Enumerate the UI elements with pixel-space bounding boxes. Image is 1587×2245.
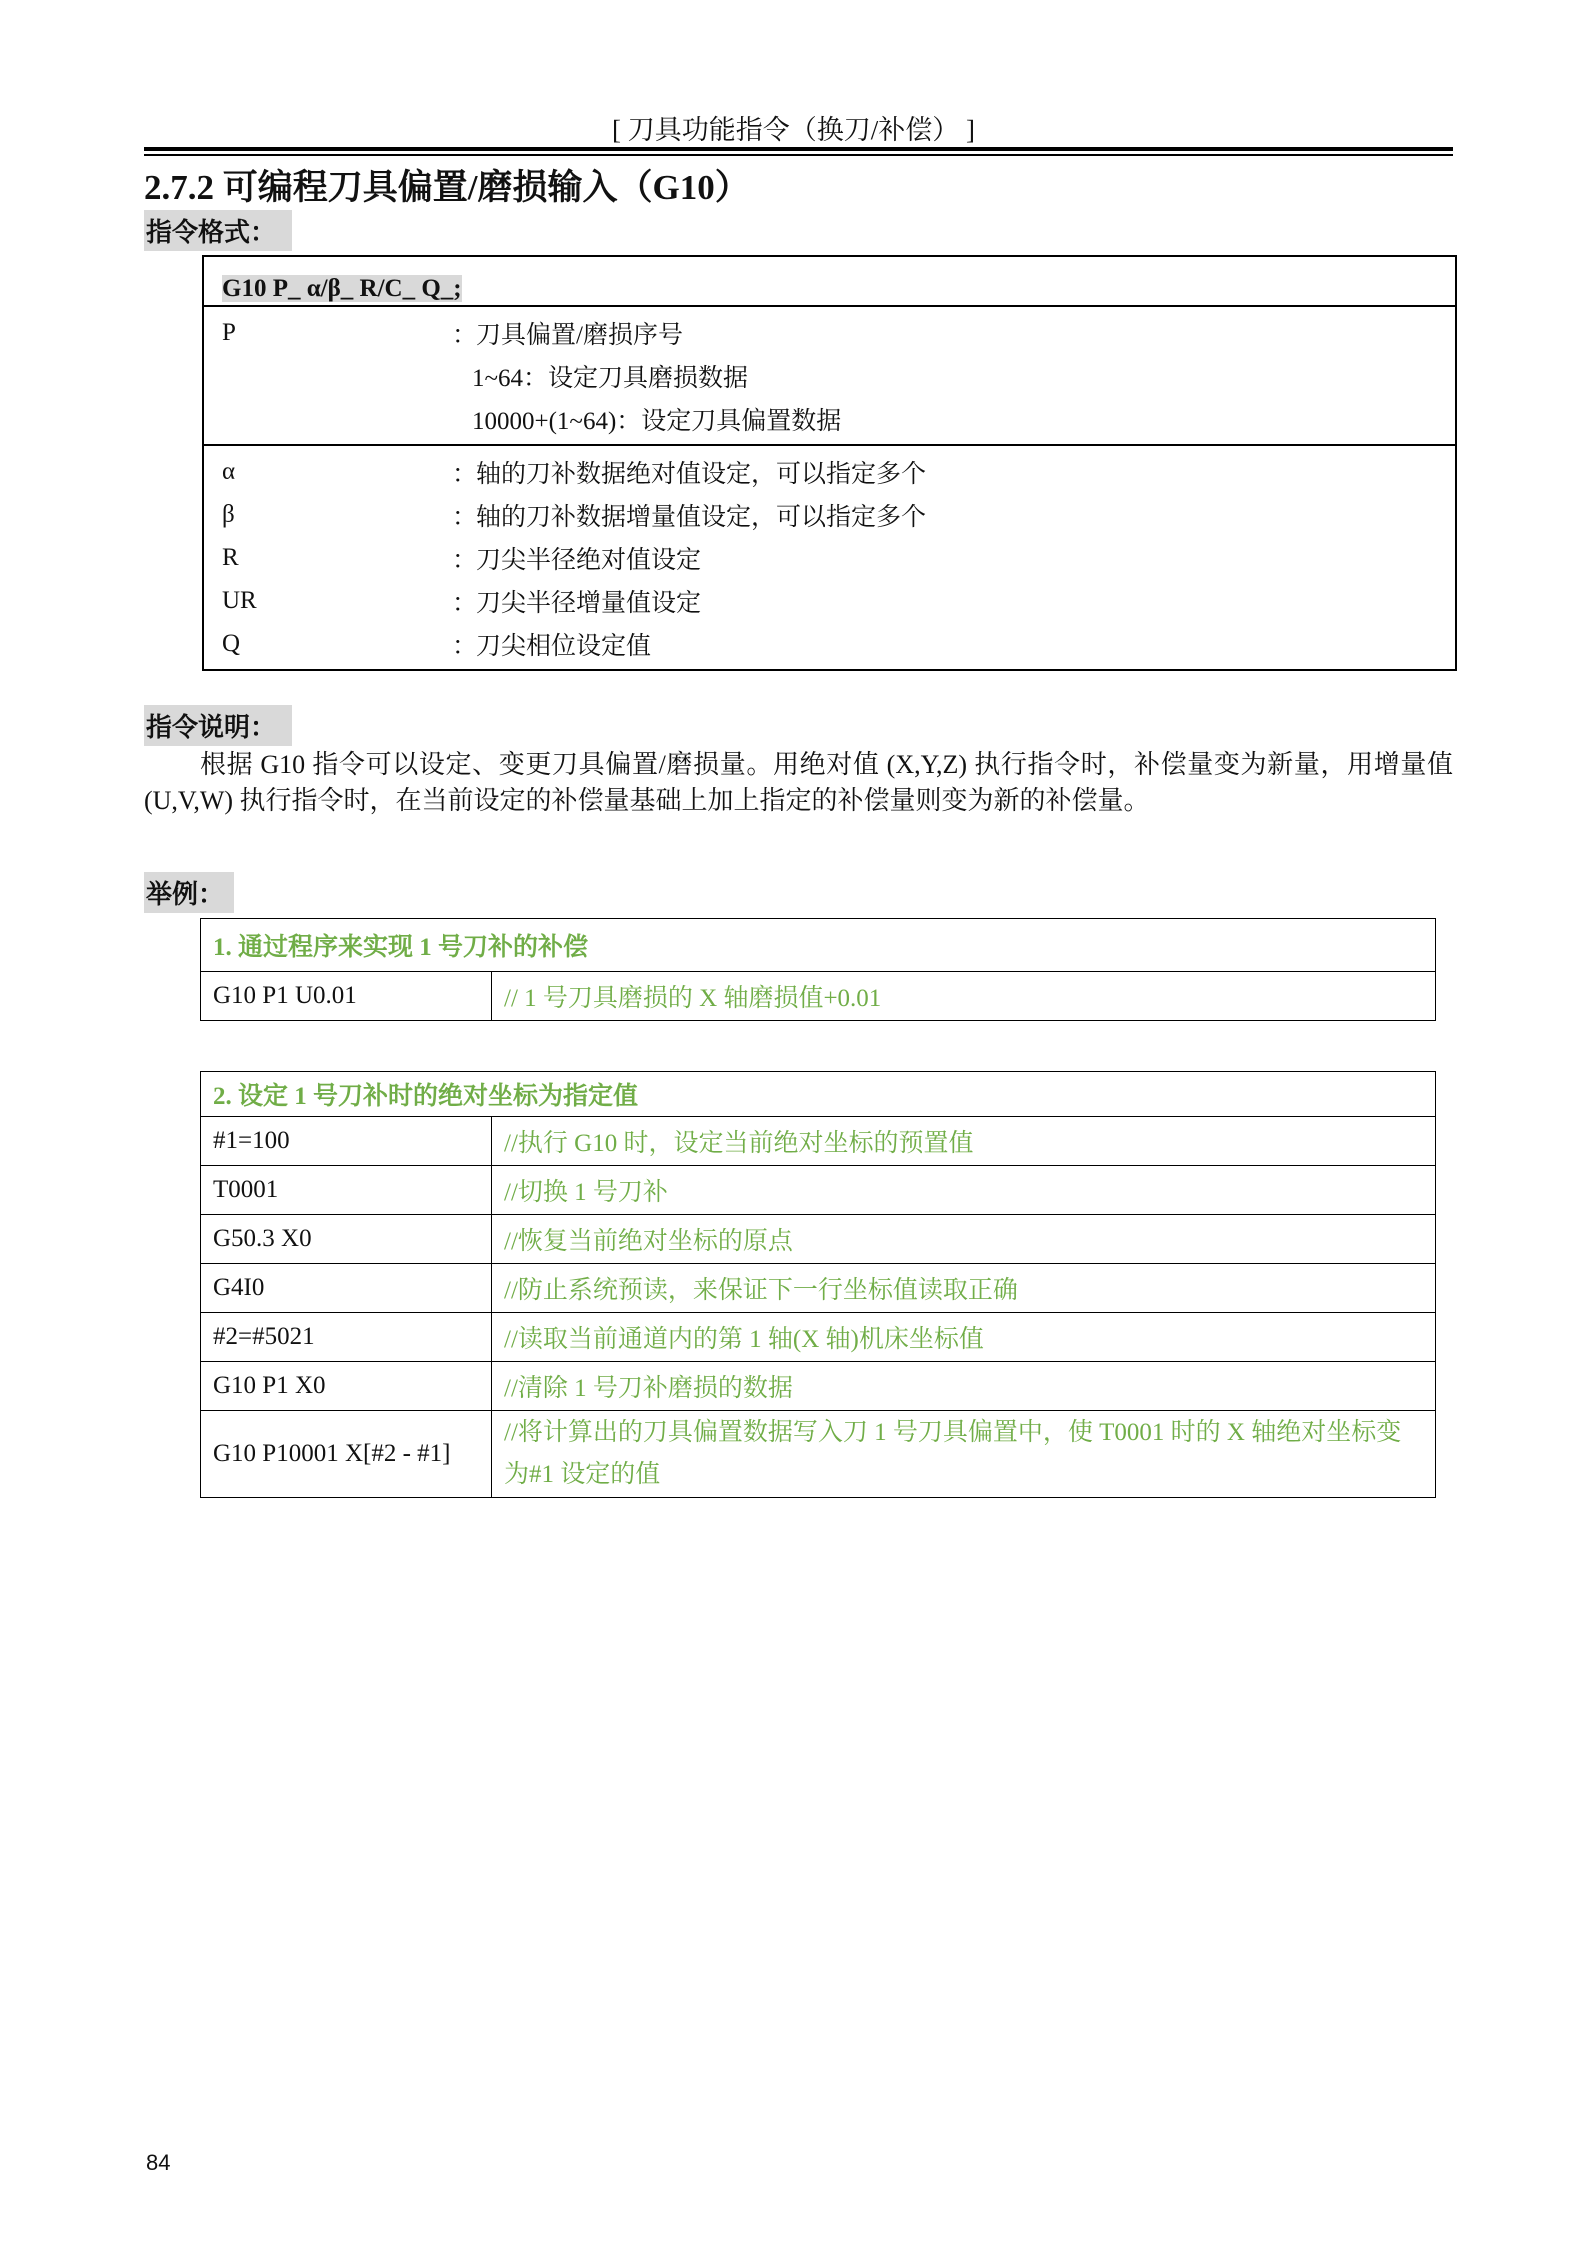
param-line — [204, 311, 1455, 354]
comment-cell: //清除 1 号刀补磨损的数据 — [492, 1362, 1436, 1411]
example2-table — [200, 1071, 1436, 1498]
colon: ： — [452, 589, 478, 617]
param-section — [204, 446, 1455, 669]
table-row — [201, 1166, 1436, 1215]
param-desc: 轴的刀补数据增量值设定，可以指定多个 — [476, 503, 927, 531]
param-desc: 10000+(1~64)：设定刀具偏置数据 — [472, 407, 842, 435]
table-row — [201, 1313, 1436, 1362]
param-key: R — [222, 543, 239, 571]
colon: ： — [452, 321, 478, 349]
code-cell: G10 P1 U0.01 — [201, 972, 492, 1021]
comment-cell: //读取当前通道内的第 1 轴(X 轴)机床坐标值 — [492, 1313, 1436, 1362]
table-row — [201, 972, 1436, 1021]
code-cell: G4I0 — [201, 1264, 492, 1313]
example-label: 举例： — [144, 872, 234, 913]
running-header: [ 刀具功能指令（换刀/补偿） ] — [612, 115, 975, 145]
param-line — [204, 354, 1455, 397]
table-row — [201, 1411, 1436, 1498]
comment-cell: //执行 G10 时，设定当前绝对坐标的预置值 — [492, 1117, 1436, 1166]
param-desc: 1~64：设定刀具磨损数据 — [472, 364, 749, 392]
header-rule — [144, 154, 1453, 156]
table-row — [201, 1362, 1436, 1411]
code-cell: #2=#5021 — [201, 1313, 492, 1362]
code-cell: #1=100 — [201, 1117, 492, 1166]
table-row — [201, 1215, 1436, 1264]
syntax: G10 P_ α/β_ R/C_ Q_; — [222, 275, 462, 302]
comment-cell: // 1 号刀具磨损的 X 轴磨损值+0.01 — [492, 972, 1436, 1021]
param-desc: 刀尖半径绝对值设定 — [476, 546, 702, 574]
param-key: UR — [222, 586, 257, 614]
format-label: 指令格式： — [144, 210, 292, 251]
comment-cell: //将计算出的刀具偏置数据写入刀 1 号刀具偏置中，使 T0001 时的 X 轴绝对坐标变为#1 设定的值 — [492, 1411, 1436, 1498]
code-cell: G10 P10001 X[#2 - #1] — [201, 1411, 492, 1498]
param-line — [204, 450, 1455, 493]
comment-cell: //切换 1 号刀补 — [492, 1166, 1436, 1215]
param-line — [204, 536, 1455, 579]
code-cell: G50.3 X0 — [201, 1215, 492, 1264]
header-rule — [144, 147, 1453, 151]
comment-cell: //恢复当前绝对坐标的原点 — [492, 1215, 1436, 1264]
description-paragraph: 根据 G10 指令可以设定、变更刀具偏置/磨损量。用绝对值 (X,Y,Z) 执行指令时，补偿量变为新量，用增量值 (U,V,W) 执行指令时，在当前设定的补偿量基础上加上指定的补偿量则变为新的补偿量。 — [144, 750, 1453, 815]
p-section — [204, 307, 1455, 446]
param-desc: 刀尖相位设定值 — [476, 632, 652, 660]
colon: ： — [452, 546, 478, 574]
param-desc: 刀具偏置/磨损序号 — [476, 321, 683, 349]
param-key: α — [222, 457, 236, 485]
param-desc: 轴的刀补数据绝对值设定，可以指定多个 — [476, 460, 927, 488]
format-table — [202, 255, 1457, 671]
param-key: Q — [222, 629, 241, 657]
colon: ： — [452, 460, 478, 488]
param-key: P — [222, 318, 236, 346]
code-cell: T0001 — [201, 1166, 492, 1215]
table-row — [201, 1117, 1436, 1166]
param-key: β — [222, 500, 235, 528]
comment-cell: //防止系统预读，来保证下一行坐标值读取正确 — [492, 1264, 1436, 1313]
param-line — [204, 397, 1455, 440]
example1-table — [200, 918, 1436, 1021]
syntax-row — [204, 257, 1455, 307]
param-line — [204, 622, 1455, 665]
table-row — [201, 1264, 1436, 1313]
param-desc: 刀尖半径增量值设定 — [476, 589, 702, 617]
colon: ： — [452, 503, 478, 531]
code-cell: G10 P1 X0 — [201, 1362, 492, 1411]
desc-label: 指令说明： — [144, 705, 292, 746]
example2-title: 2. 设定 1 号刀补时的绝对坐标为指定值 — [201, 1072, 1436, 1117]
param-line — [204, 579, 1455, 622]
param-line — [204, 493, 1455, 536]
colon: ： — [452, 632, 478, 660]
page-number: 84 — [146, 2150, 171, 2175]
example1-title: 1. 通过程序来实现 1 号刀补的补偿 — [201, 919, 1436, 972]
section-title: 2.7.2 可编程刀具偏置/磨损输入（G10） — [144, 168, 750, 207]
